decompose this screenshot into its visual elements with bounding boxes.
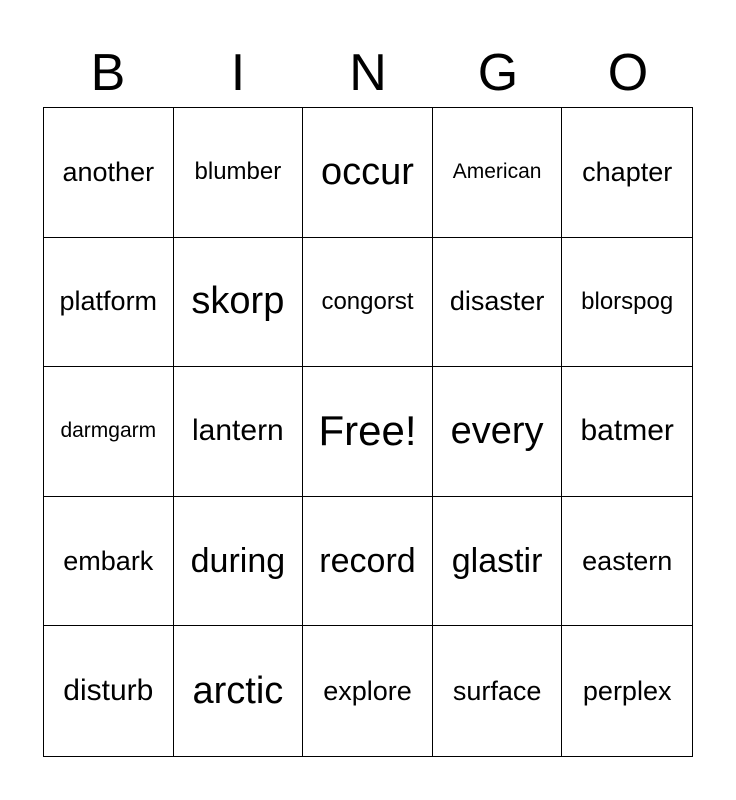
bingo-cell[interactable]: embark (44, 497, 174, 627)
bingo-cell[interactable]: explore (303, 626, 433, 756)
bingo-cell-free[interactable]: Free! (303, 367, 433, 497)
header-letter-i: I (230, 44, 246, 102)
bingo-cell[interactable]: darmgarm (44, 367, 174, 497)
bingo-cell[interactable]: blumber (174, 108, 304, 238)
bingo-cell[interactable]: platform (44, 238, 174, 368)
bingo-cell[interactable]: every (433, 367, 563, 497)
header-letter-o: O (607, 44, 649, 102)
bingo-cell[interactable]: batmer (562, 367, 692, 497)
bingo-cell[interactable]: lantern (174, 367, 304, 497)
bingo-cell[interactable]: chapter (562, 108, 692, 238)
bingo-cell[interactable]: blorspog (562, 238, 692, 368)
header-letter-b: B (90, 44, 126, 102)
bingo-header (43, 40, 693, 106)
bingo-cell[interactable]: eastern (562, 497, 692, 627)
bingo-cell[interactable]: surface (433, 626, 563, 756)
bingo-cell[interactable]: skorp (174, 238, 304, 368)
bingo-cell[interactable]: perplex (582, 675, 672, 706)
bingo-cell[interactable]: another (44, 108, 174, 238)
bingo-cell[interactable]: record (303, 497, 433, 627)
bingo-cell[interactable]: disaster (433, 238, 563, 368)
bingo-card (43, 107, 693, 757)
bingo-cell[interactable]: American (433, 108, 563, 238)
bingo-cell[interactable]: glastir (433, 497, 563, 627)
bingo-cell[interactable]: congorst (303, 238, 433, 368)
bingo-cell[interactable]: occur (303, 108, 433, 238)
bingo-cell[interactable]: arctic (174, 626, 304, 756)
bingo-cell[interactable]: during (174, 497, 304, 627)
bingo-cell[interactable]: disturb (44, 626, 174, 756)
header-letter-n: N (349, 44, 387, 102)
header-letter-g: G (477, 44, 519, 102)
